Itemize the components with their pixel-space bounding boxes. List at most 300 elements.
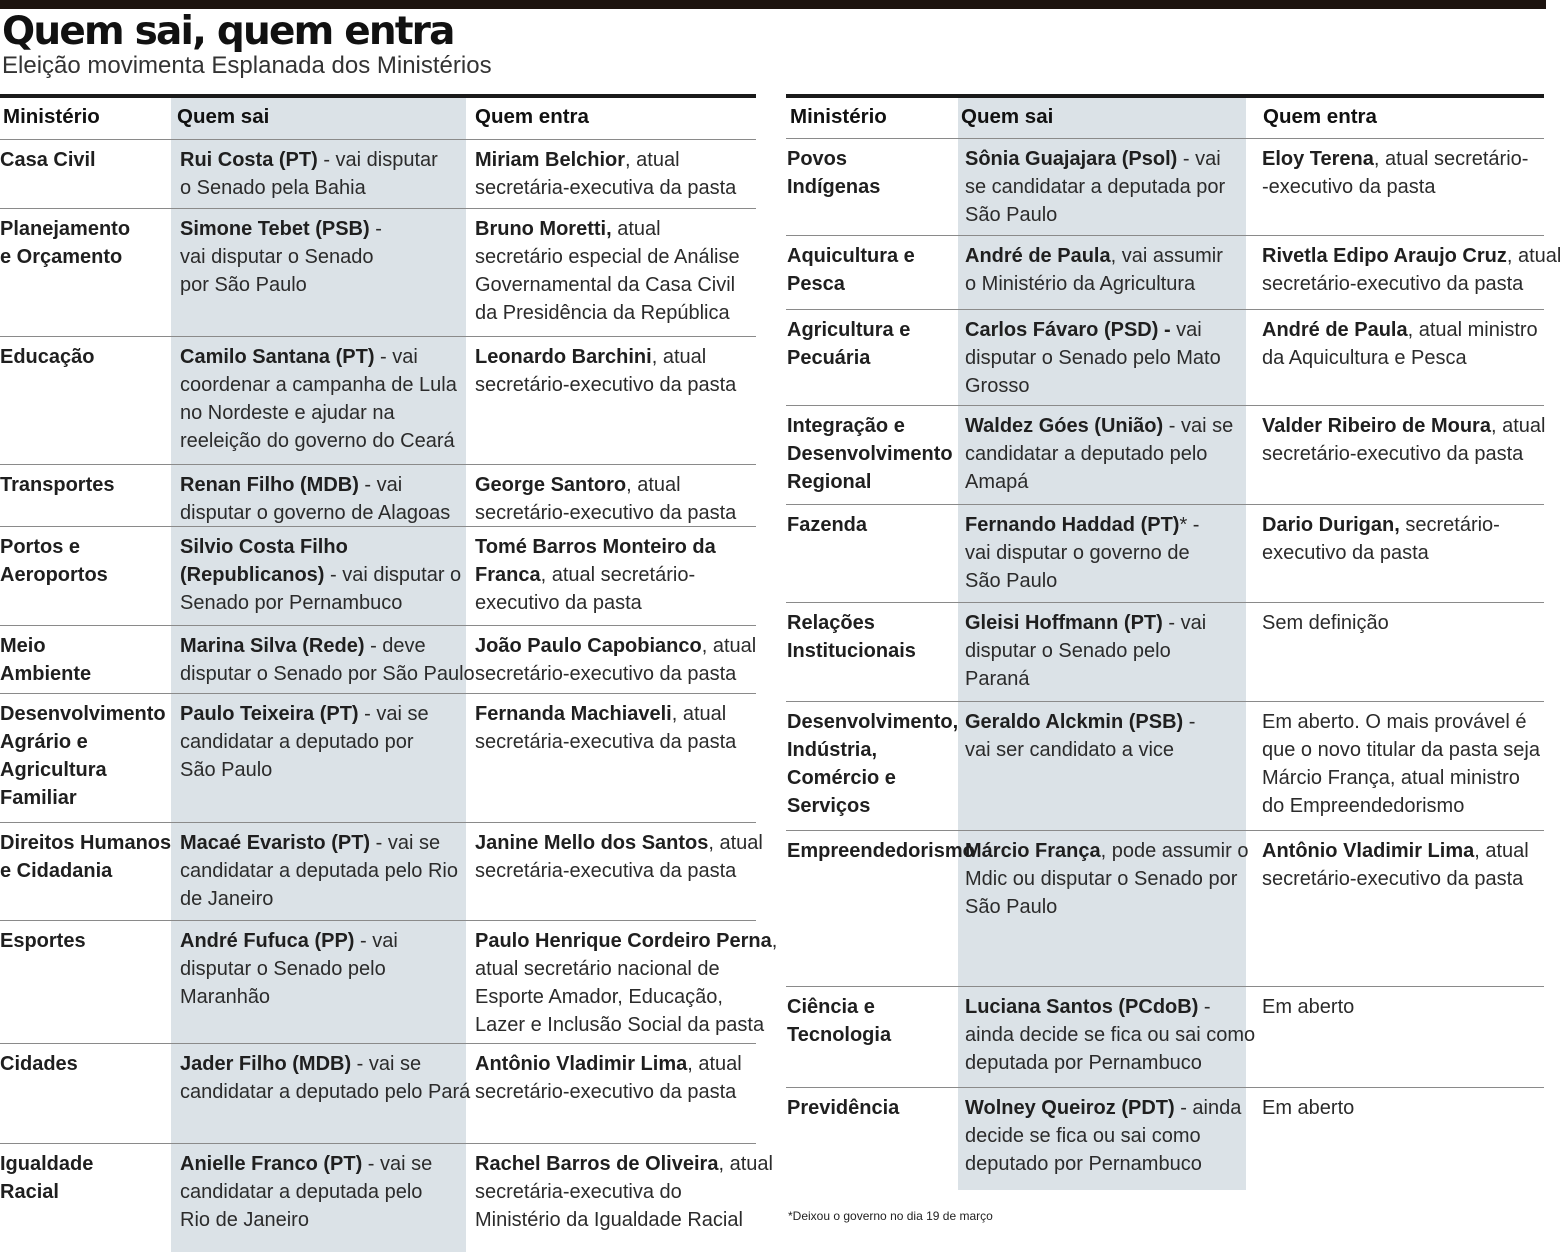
description-text: Desenvolvimento <box>0 703 166 725</box>
ministerio-cell <box>787 993 891 1049</box>
quem-entra-cell-line <box>475 1078 742 1106</box>
description-text: , atual <box>1490 415 1546 437</box>
person-name: Macaé Evaristo (PT) <box>180 832 371 854</box>
ministerio-cell <box>787 316 910 372</box>
description-text: Institucionais <box>787 640 916 662</box>
quem-entra-cell-line <box>475 955 777 983</box>
description-text: , vai assumir <box>1110 245 1223 267</box>
top-rule <box>0 0 1546 9</box>
table-row <box>786 602 1544 701</box>
description-text: Empreendedorismo <box>787 840 975 862</box>
description-text: Casa Civil <box>0 149 96 171</box>
person-name: André Fufuca (PP) <box>180 930 355 952</box>
description-text: Pesca <box>787 273 845 295</box>
table-row <box>0 693 756 822</box>
description-text: , <box>771 930 778 952</box>
quem-entra-cell <box>1262 609 1389 637</box>
quem-entra-cell-line <box>475 343 736 371</box>
quem-sai-cell-line <box>965 1150 1241 1178</box>
description-text: da Presidência da República <box>475 302 730 324</box>
description-text: Desenvolvimento, <box>787 711 959 733</box>
ministerio-cell <box>0 146 96 174</box>
description-text: vai <box>1170 319 1202 341</box>
quem-sai-cell-line <box>180 243 382 271</box>
ministerio-cell-line <box>787 792 958 820</box>
person-name: Sônia Guajajara (Psol) <box>965 148 1178 170</box>
ministerio-cell-line <box>787 511 867 539</box>
description-text: Comércio e <box>787 767 896 789</box>
description-text: executivo da pasta <box>1262 542 1429 564</box>
person-name: João Paulo Capobianco <box>475 635 702 657</box>
description-text: - vai disputar o <box>324 564 462 586</box>
quem-sai-cell <box>965 316 1221 400</box>
description-text: , pode assumir o <box>1100 840 1249 862</box>
description-text: o Senado pela Bahia <box>180 177 366 199</box>
quem-entra-cell-line <box>1262 837 1529 865</box>
description-text: disputar o Senado pelo <box>180 958 386 980</box>
quem-entra-cell-line <box>1262 440 1545 468</box>
description-text: e Orçamento <box>0 246 123 268</box>
description-text: Cidades <box>0 1053 78 1075</box>
quem-sai-cell-line <box>965 665 1206 693</box>
ministerio-cell <box>0 632 91 688</box>
ministerio-cell <box>787 145 880 201</box>
quem-sai-cell-line <box>965 637 1206 665</box>
quem-sai-cell-line <box>965 1094 1241 1122</box>
ministerio-cell-line <box>787 412 953 440</box>
quem-entra-cell-line <box>475 700 736 728</box>
description-text: secretário-executivo da pasta <box>1262 443 1524 465</box>
description-text: Regional <box>787 471 872 493</box>
person-name: Paulo Teixeira (PT) <box>180 703 359 725</box>
quem-entra-cell <box>1262 412 1545 468</box>
description-text: do Empreendedorismo <box>1262 795 1465 817</box>
quem-sai-cell-line <box>965 372 1221 400</box>
quem-sai-cell-line <box>965 468 1233 496</box>
quem-entra-cell-line <box>475 983 777 1011</box>
quem-sai-cell-line <box>180 271 382 299</box>
description-text: Familiar <box>0 787 77 809</box>
person-name: Waldez Góes (União) <box>965 415 1164 437</box>
description-text: Grosso <box>965 375 1030 397</box>
quem-sai-cell <box>180 215 382 299</box>
ministerio-cell-line <box>0 343 94 371</box>
description-text: ainda decide se fica ou sai como <box>965 1024 1256 1046</box>
description-text: disputar o Senado pelo Mato <box>965 347 1221 369</box>
description-text: , atual <box>687 1053 742 1075</box>
description-text: - vai <box>358 474 403 496</box>
ministerio-cell-line <box>787 837 975 865</box>
description-text: Em aberto. O mais provável é <box>1262 711 1527 733</box>
quem-entra-cell-line <box>1262 609 1389 637</box>
description-text: Povos <box>787 148 848 170</box>
ministerio-cell-line <box>0 660 91 688</box>
quem-sai-cell-line <box>180 955 398 983</box>
ministerio-cell-line <box>787 736 958 764</box>
table-row <box>786 309 1544 405</box>
header-ministerio: Ministério <box>790 105 887 128</box>
description-text: secretário-executivo da pasta <box>1262 273 1524 295</box>
description-text: Esporte Amador, Educação, <box>475 986 723 1008</box>
description-text: São Paulo <box>965 204 1058 226</box>
description-text: - <box>369 218 382 240</box>
description-text: - <box>1198 996 1211 1018</box>
description-text: - ainda <box>1174 1097 1242 1119</box>
quem-sai-cell-line <box>180 215 382 243</box>
person-name: Carlos Fávaro (PSD) - <box>965 319 1171 341</box>
quem-sai-cell <box>965 609 1206 693</box>
quem-entra-cell-line <box>1262 865 1529 893</box>
ministerio-cell-line <box>787 1021 891 1049</box>
ministerio-cell <box>0 343 94 371</box>
quem-sai-cell <box>180 829 458 913</box>
table-row <box>786 986 1544 1087</box>
quem-sai-cell <box>965 993 1255 1077</box>
quem-sai-cell-line <box>180 343 457 371</box>
quem-entra-cell-line <box>475 561 716 589</box>
table-row <box>0 336 756 464</box>
quem-sai-cell-line <box>180 146 438 174</box>
ministerio-cell-line <box>0 1050 78 1078</box>
person-name: Márcio França <box>965 840 1101 862</box>
description-text: Planejamento <box>0 218 131 240</box>
quem-sai-cell-line <box>180 1050 470 1078</box>
description-text: Esportes <box>0 930 86 952</box>
description-text: Racial <box>0 1181 59 1203</box>
ministerio-cell-line <box>0 927 86 955</box>
header-ministerio: Ministério <box>3 105 100 128</box>
quem-entra-cell <box>475 146 736 202</box>
quem-entra-cell-line <box>475 146 736 174</box>
quem-entra-cell-line <box>1262 173 1528 201</box>
quem-sai-cell-line <box>965 567 1199 595</box>
description-text: Agrário e <box>0 731 88 753</box>
quem-sai-cell-line <box>180 174 438 202</box>
description-text: São Paulo <box>180 759 273 781</box>
description-text: * - <box>1179 514 1200 536</box>
table-row <box>0 920 778 1043</box>
person-name: Simone Tebet (PSB) <box>180 218 370 240</box>
quem-entra-cell <box>1262 993 1354 1021</box>
ministerio-cell-line <box>0 632 91 660</box>
description-text: , atual <box>718 1153 773 1175</box>
person-name: Gleisi Hoffmann (PT) <box>965 612 1163 634</box>
quem-sai-cell <box>180 927 398 1011</box>
description-text: Fazenda <box>787 514 868 536</box>
quem-sai-cell-line <box>180 399 457 427</box>
quem-sai-cell-line <box>965 412 1233 440</box>
description-text: , atual secretário- <box>1373 148 1529 170</box>
description-text: Tecnologia <box>787 1024 892 1046</box>
description-text: secretário- <box>1399 514 1500 536</box>
table-row <box>786 701 1544 830</box>
quem-sai-cell <box>180 1050 470 1106</box>
quem-entra-cell <box>475 632 756 688</box>
header-quem-entra: Quem entra <box>475 105 589 128</box>
person-name: André de Paula <box>1262 319 1408 341</box>
quem-sai-cell-line <box>180 427 457 455</box>
ministerio-cell-line <box>787 708 958 736</box>
quem-sai-cell-line <box>965 865 1248 893</box>
description-text: por São Paulo <box>180 274 307 296</box>
person-name: Fernando Haddad (PT) <box>965 514 1180 536</box>
quem-sai-cell-line <box>180 885 458 913</box>
description-text: , atual secretário- <box>540 564 696 586</box>
quem-sai-cell-line <box>180 471 450 499</box>
quem-sai-cell-line <box>180 700 429 728</box>
ministerio-cell-line <box>787 440 953 468</box>
quem-sai-cell-line <box>965 316 1221 344</box>
ministerio-cell <box>0 533 108 589</box>
description-text: -executivo da pasta <box>1262 176 1436 198</box>
description-text: - vai <box>374 346 418 368</box>
description-text: que o novo titular da pasta seja <box>1262 739 1540 761</box>
person-name: Marina Silva (Rede) <box>180 635 365 657</box>
description-text: candidatar a deputada pelo <box>180 1181 423 1203</box>
description-text: Integração e <box>787 415 905 437</box>
header-quem-sai: Quem sai <box>961 105 1054 128</box>
quem-sai-cell-line <box>965 1049 1255 1077</box>
quem-entra-cell-line <box>1262 1094 1354 1122</box>
quem-entra-cell-line <box>1262 511 1500 539</box>
description-text: vai disputar o Senado <box>180 246 374 268</box>
description-text: secretária-executiva da pasta <box>475 177 737 199</box>
ministerio-cell <box>787 511 867 539</box>
person-name: Camilo Santana (PT) <box>180 346 375 368</box>
quem-entra-cell <box>475 927 777 1039</box>
description-text: Educação <box>0 346 95 368</box>
description-text: Em aberto <box>1262 1097 1355 1119</box>
table-row <box>0 625 756 693</box>
description-text: Agricultura e <box>787 319 911 341</box>
quem-entra-cell <box>475 1050 742 1106</box>
ministerio-cell <box>0 215 130 271</box>
person-name: Bruno Moretti, <box>475 218 612 240</box>
description-text: , atual <box>651 346 707 368</box>
ministerio-cell-line <box>0 561 108 589</box>
quem-sai-cell-line <box>180 1078 470 1106</box>
description-text: de Janeiro <box>180 888 274 910</box>
description-text: - vai <box>354 930 398 952</box>
table-row <box>0 1143 773 1252</box>
description-text: atual secretário nacional de <box>475 958 720 980</box>
quem-entra-cell-line <box>475 632 756 660</box>
quem-entra-cell-line <box>475 533 716 561</box>
description-text: Indígenas <box>787 176 881 198</box>
quem-entra-cell-line <box>1262 764 1540 792</box>
description-text: - deve <box>364 635 426 657</box>
description-text: Mdic ou disputar o Senado por <box>965 868 1238 890</box>
ministerio-cell-line <box>0 146 96 174</box>
table-row <box>0 139 756 208</box>
description-text: secretário-executivo da pasta <box>475 1081 737 1103</box>
quem-sai-cell-line <box>180 533 461 561</box>
quem-sai-cell-line <box>965 1021 1255 1049</box>
description-text: , atual <box>1474 840 1529 862</box>
table-left <box>0 94 778 1252</box>
description-text: Paraná <box>965 668 1030 690</box>
quem-entra-cell-line <box>1262 708 1540 736</box>
description-text: - <box>1183 711 1196 733</box>
description-text: Senado por Pernambuco <box>180 592 403 614</box>
quem-entra-cell <box>475 533 716 617</box>
description-text: Desenvolvimento <box>787 443 953 465</box>
ministerio-cell-line <box>787 637 916 665</box>
quem-sai-cell-line <box>965 344 1221 372</box>
quem-entra-cell-line <box>475 215 740 243</box>
quem-sai-cell-line <box>180 829 458 857</box>
quem-sai-cell-line <box>965 145 1225 173</box>
description-text: da Aquicultura e Pesca <box>1262 347 1467 369</box>
quem-sai-cell-line <box>180 1206 432 1234</box>
quem-entra-cell <box>1262 837 1529 893</box>
header-quem-entra: Quem entra <box>1263 105 1377 128</box>
quem-sai-cell-line <box>180 1178 432 1206</box>
description-text: Aeroportos <box>0 564 108 586</box>
ministerio-cell-line <box>787 344 910 372</box>
quem-sai-cell-line <box>965 173 1225 201</box>
person-name: Antônio Vladimir Lima <box>475 1053 688 1075</box>
person-name: Rivetla Edipo Araujo Cruz <box>1262 245 1507 267</box>
quem-entra-cell <box>1262 1094 1354 1122</box>
ministerio-cell <box>0 927 86 955</box>
description-text: executivo da pasta <box>475 592 642 614</box>
ministerio-cell <box>787 837 975 865</box>
person-name: Dario Durigan, <box>1262 514 1400 536</box>
quem-sai-cell-line <box>965 708 1195 736</box>
quem-sai-cell <box>965 511 1199 595</box>
quem-entra-cell <box>1262 316 1538 372</box>
description-text: - vai disputar <box>317 149 438 171</box>
person-name: Valder Ribeiro de Moura <box>1262 415 1491 437</box>
ministerio-cell-line <box>0 829 171 857</box>
quem-sai-cell-line <box>180 857 458 885</box>
description-text: se candidatar a deputada por <box>965 176 1226 198</box>
person-name: Antônio Vladimir Lima <box>1262 840 1475 862</box>
quem-sai-cell-line <box>965 440 1233 468</box>
person-name: Janine Mello dos Santos <box>475 832 709 854</box>
person-name: Miriam Belchior <box>475 149 626 171</box>
description-text: Márcio França, atual ministro <box>1262 767 1520 789</box>
quem-entra-cell <box>1262 145 1528 201</box>
description-text: Serviços <box>787 795 871 817</box>
description-text: secretário-executivo da pasta <box>1262 868 1524 890</box>
quem-sai-cell-line <box>180 983 398 1011</box>
description-text: candidatar a deputado pelo Pará <box>180 1081 471 1103</box>
description-text: disputar o Senado por São Paulo <box>180 663 475 685</box>
ministerio-cell <box>787 242 915 298</box>
ministerio-cell-line <box>0 784 166 812</box>
description-text: Sem definição <box>1262 612 1389 634</box>
quem-sai-cell-line <box>180 371 457 399</box>
page-title: Quem sai, quem entra <box>2 9 454 54</box>
description-text: secretário-executivo da pasta <box>475 502 737 524</box>
quem-sai-cell-line <box>965 837 1248 865</box>
quem-sai-cell <box>965 708 1195 764</box>
quem-sai-cell-line <box>180 499 450 527</box>
quem-sai-cell <box>965 412 1233 496</box>
description-text: deputado por Pernambuco <box>965 1153 1202 1175</box>
ministerio-cell <box>0 1050 78 1078</box>
person-name: Rachel Barros de Oliveira <box>475 1153 719 1175</box>
quem-sai-cell-line <box>965 539 1199 567</box>
quem-entra-cell <box>475 700 736 756</box>
quem-entra-cell-line <box>1262 993 1354 1021</box>
quem-entra-cell-line <box>1262 242 1561 270</box>
person-name: Anielle Franco (PT) <box>180 1153 363 1175</box>
description-text: , atual <box>625 149 680 171</box>
description-text: Ciência e <box>787 996 875 1018</box>
description-text: Governamental da Casa Civil <box>475 274 736 296</box>
description-text: Meio <box>0 635 46 657</box>
ministerio-cell-line <box>787 145 880 173</box>
description-text: Aquicultura e <box>787 245 915 267</box>
quem-entra-cell-line <box>475 1011 777 1039</box>
description-text: Relações <box>787 612 875 634</box>
description-text: São Paulo <box>965 896 1058 918</box>
ministerio-cell-line <box>787 609 916 637</box>
description-text: Direitos Humanos <box>0 832 172 854</box>
person-name: George Santoro <box>475 474 627 496</box>
ministerio-cell-line <box>0 533 108 561</box>
ministerio-cell-line <box>787 468 953 496</box>
ministerio-cell <box>0 700 166 812</box>
description-text: atual <box>611 218 661 240</box>
description-text: coordenar a campanha de Lula <box>180 374 457 396</box>
person-name: Fernanda Machiaveli <box>475 703 672 725</box>
quem-entra-cell-line <box>475 299 740 327</box>
person-name: Tomé Barros Monteiro da <box>475 536 716 558</box>
quem-entra-cell-line <box>1262 736 1540 764</box>
header-quem-sai: Quem sai <box>177 105 270 128</box>
quem-sai-cell <box>180 343 457 455</box>
quem-entra-cell-line <box>475 728 736 756</box>
description-text: - vai se <box>370 832 441 854</box>
description-text: Portos e <box>0 536 81 558</box>
table-row <box>786 504 1544 602</box>
description-text: , atual <box>626 474 681 496</box>
table-row <box>786 235 1561 309</box>
quem-entra-cell-line <box>1262 412 1545 440</box>
ministerio-cell <box>0 471 114 499</box>
quem-sai-cell-line <box>180 561 461 589</box>
quem-entra-cell-line <box>475 857 763 885</box>
quem-sai-cell <box>180 471 450 527</box>
quem-sai-cell-line <box>965 1122 1241 1150</box>
table-row <box>786 1087 1544 1190</box>
ministerio-cell-line <box>0 700 166 728</box>
description-text: Ambiente <box>0 663 92 685</box>
table-row <box>0 1043 756 1143</box>
person-name: (Republicanos) <box>180 564 325 586</box>
table-header <box>786 98 1544 141</box>
ministerio-cell-line <box>787 316 910 344</box>
person-name: Paulo Henrique Cordeiro Perna <box>475 930 772 952</box>
ministerio-cell-line <box>787 270 915 298</box>
description-text: Igualdade <box>0 1153 94 1175</box>
quem-sai-cell-line <box>180 728 429 756</box>
quem-entra-cell <box>1262 242 1561 298</box>
table-row <box>0 208 756 336</box>
description-text: secretário-executivo da pasta <box>475 374 737 396</box>
description-text: Lazer e Inclusão Social da pasta <box>475 1014 765 1036</box>
description-text: - vai se <box>351 1053 422 1075</box>
description-text: Agricultura <box>0 759 107 781</box>
description-text: o Ministério da Agricultura <box>965 273 1196 295</box>
description-text: - vai se <box>362 1153 433 1175</box>
quem-sai-cell <box>180 1150 432 1234</box>
quem-sai-cell-line <box>965 511 1199 539</box>
